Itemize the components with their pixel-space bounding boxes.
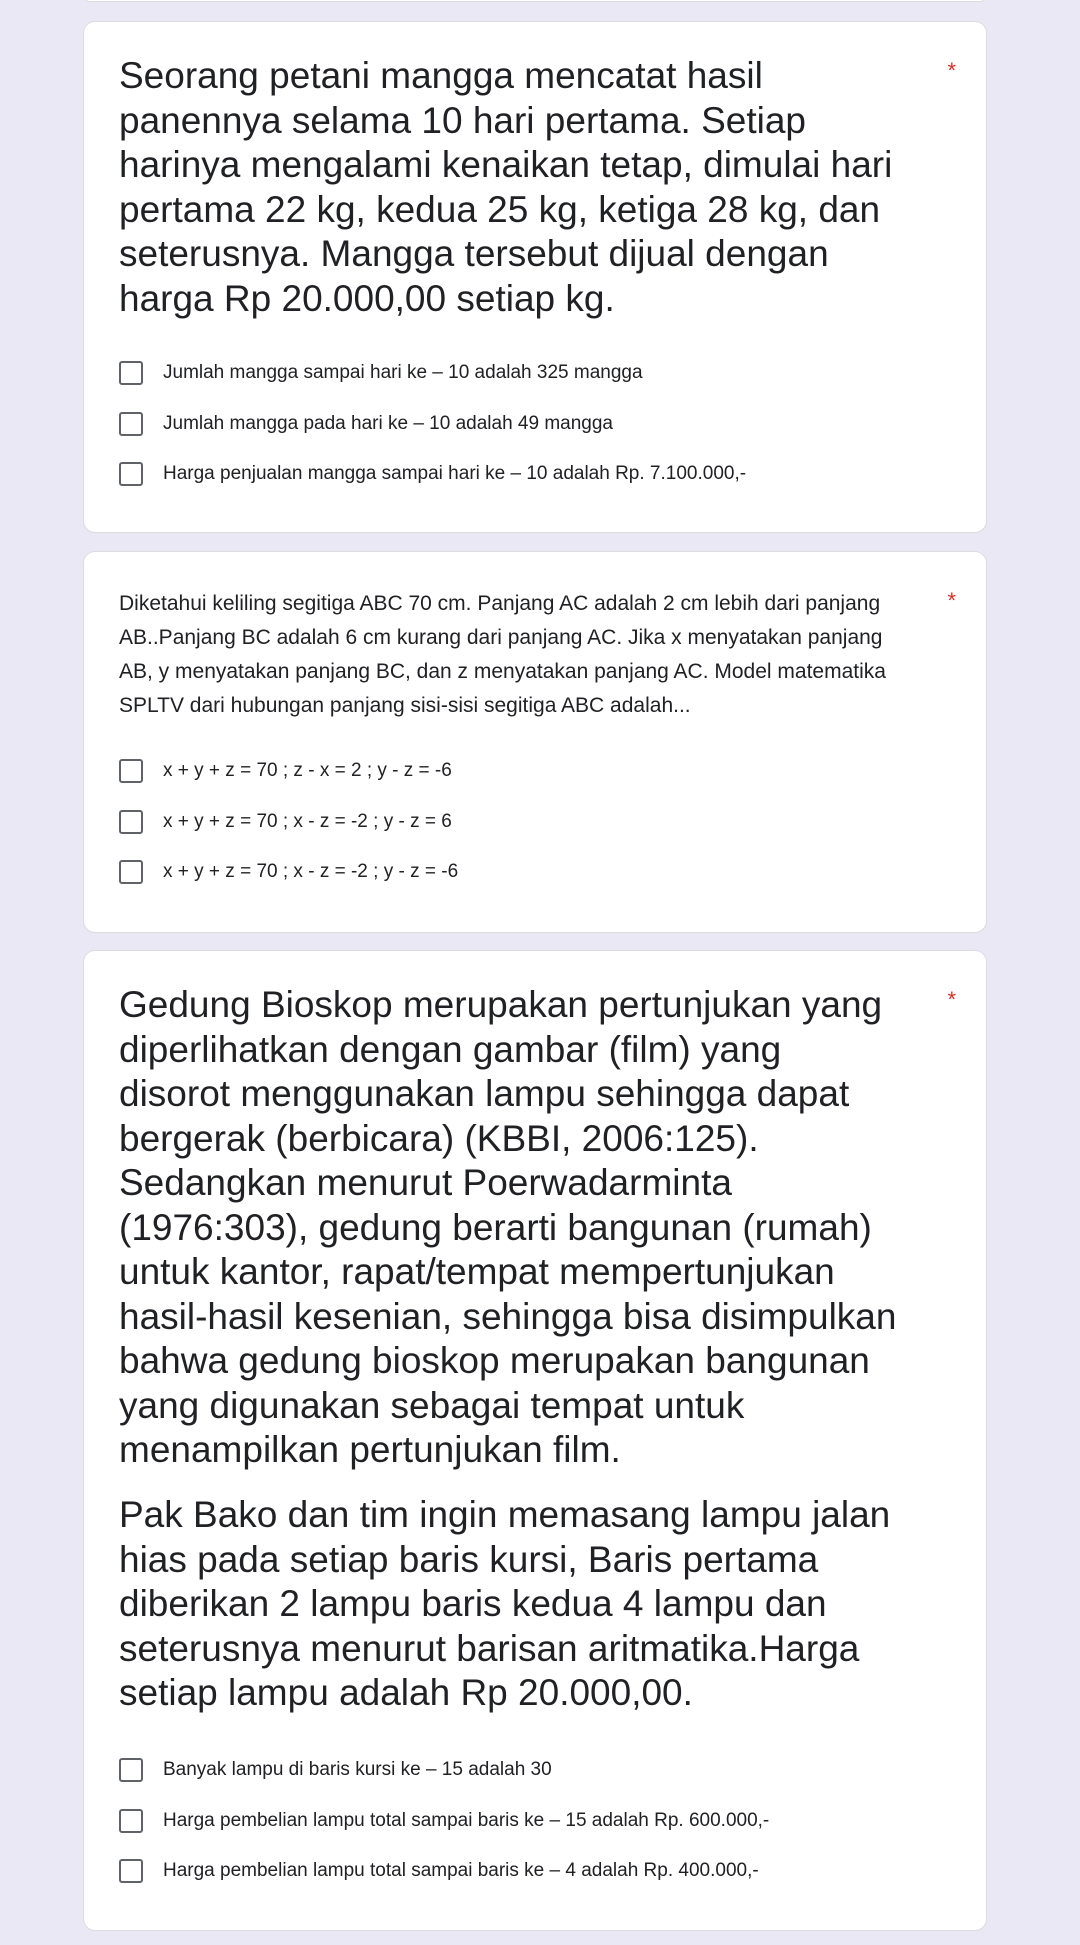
checkbox-option[interactable] bbox=[119, 1756, 552, 1784]
checkbox[interactable] bbox=[119, 860, 143, 884]
checkbox-option[interactable] bbox=[119, 757, 452, 785]
required-asterisk: * bbox=[947, 987, 956, 1012]
checkbox[interactable] bbox=[119, 361, 143, 385]
checkbox-option[interactable] bbox=[119, 460, 746, 488]
question-title-paragraph-2: Pak Bako dan tim ingin memasang lampu jalan hias pada setiap baris kursi, Baris pertama diberikan 2 lampu baris kedua 4 lampu dan seterusnya menurut barisan aritmatika.Harga setiap lampu adalah Rp 20.000,00. bbox=[119, 1494, 891, 1713]
checkbox[interactable] bbox=[119, 412, 143, 436]
checkbox[interactable] bbox=[119, 810, 143, 834]
checkbox-option[interactable] bbox=[119, 410, 613, 438]
question-card-2 bbox=[83, 551, 987, 933]
option-label: Jumlah mangga pada hari ke – 10 adalah 49 mangga bbox=[163, 413, 613, 434]
checkbox[interactable] bbox=[119, 1758, 143, 1782]
option-label: Banyak lampu di baris kursi ke – 15 adalah 30 bbox=[163, 1759, 552, 1780]
option-label: x + y + z = 70 ; x - z = -2 ; y - z = -6 bbox=[163, 861, 459, 882]
checkbox-option[interactable] bbox=[119, 359, 643, 387]
checkbox-option[interactable] bbox=[119, 858, 458, 886]
option-label: Harga penjualan mangga sampai hari ke – 10 adalah Rp. 7.100.000,- bbox=[163, 463, 747, 484]
option-label: x + y + z = 70 ; x - z = -2 ; y - z = 6 bbox=[163, 811, 452, 832]
option-label: Harga pembelian lampu total sampai baris ke – 4 adalah Rp. 400.000,- bbox=[163, 1860, 759, 1881]
checkbox[interactable] bbox=[119, 759, 143, 783]
checkbox-option[interactable] bbox=[119, 1807, 769, 1835]
question-title: Seorang petani mangga mencatat hasil panennya selama 10 hari pertama. Setiap harinya mengalami kenaikan tetap, dimulai hari pertama 22 kg, kedua 25 kg, ketiga 28 kg, dan seterusnya. Mangga tersebut dijual dengan harga Rp 20.000,00 setiap kg. bbox=[119, 55, 893, 319]
question-title: Diketahui keliling segitiga ABC 70 cm. Panjang AC adalah 2 cm lebih dari panjang AB..Panjang BC adalah 6 cm kurang dari panjang AC. Jika x menyatakan panjang AB, y menyatakan panjang BC, dan z menyatakan panjang AC. Model matematika SPLTV dari hubungan panjang sisi-sisi segitiga ABC adalah... bbox=[119, 592, 886, 717]
checkbox[interactable] bbox=[119, 462, 143, 486]
checkbox-option[interactable] bbox=[119, 1857, 759, 1885]
question-card-3 bbox=[83, 950, 987, 1931]
option-label: Jumlah mangga sampai hari ke – 10 adalah 325 mangga bbox=[163, 362, 643, 383]
question-title-paragraph-1: Gedung Bioskop merupakan pertunjukan yang diperlihatkan dengan gambar (film) yang disorot menggunakan lampu sehingga dapat bergerak (berbicara) (KBBI, 2006:125). Sedangkan menurut Poerwadarminta (1976:303), gedung berarti bangunan (rumah) untuk kantor, rapat/tempat mempertunjukan hasil-hasil kesenian, sehingga bisa disimpulkan bahwa gedung bioskop merupakan bangunan yang digunakan sebagai tempat untuk menampilkan pertunjukan film. bbox=[119, 984, 897, 1470]
required-asterisk: * bbox=[947, 58, 956, 83]
question-card-1 bbox=[83, 21, 987, 533]
previous-question-card bbox=[83, 0, 987, 2]
option-label: Harga pembelian lampu total sampai baris ke – 15 adalah Rp. 600.000,- bbox=[163, 1810, 770, 1831]
checkbox[interactable] bbox=[119, 1809, 143, 1833]
checkbox[interactable] bbox=[119, 1859, 143, 1883]
required-asterisk: * bbox=[947, 588, 956, 613]
option-label: x + y + z = 70 ; z - x = 2 ; y - z = -6 bbox=[163, 760, 452, 781]
checkbox-option[interactable] bbox=[119, 808, 452, 836]
